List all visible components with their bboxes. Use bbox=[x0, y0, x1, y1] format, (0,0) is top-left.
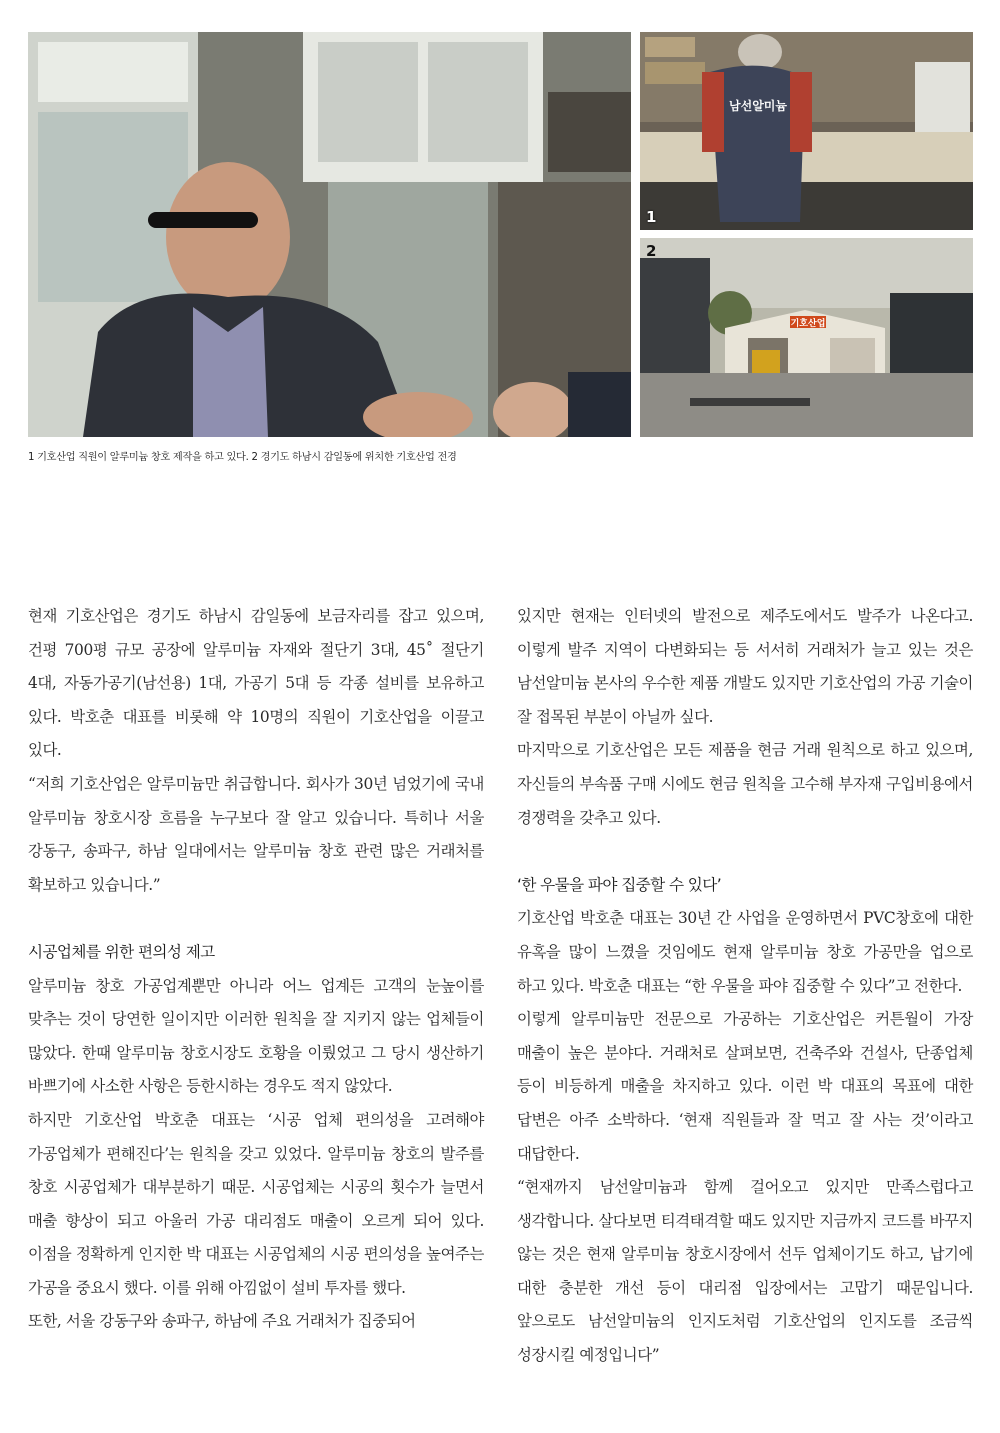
paragraph: 하지만 기호산업 박호춘 대표는 ‘시공 업체 편의성을 고려해야 가공업체가 편해진다’는 원칙을 갖고 있었다. 알루미늄 창호의 발주를 창호 시공업체가 대부분하기 때문. 시공업체는 시공의 횟수가 늘면서 매출 향상이 되고 아울러 가공 대리점도 매출이 오르게 되어 있다. 이점을 정확하게 인지한 박 대표는 시공업체의 시공 편의성을 높여주는 가공을 중요시 했다. 이를 위해 아낌없이 설비 투자를 했다. bbox=[28, 1110, 484, 1297]
paragraph: 기호산업 박호춘 대표는 30년 간 사업을 운영하면서 PVC창호에 대한 유혹을 많이 느꼈을 것임에도 현재 알루미늄 창호 가공만을 업으로 하고 있다. 박호춘 대표는 “한 우물을 파야 집중할 수 있다”고 전한다. bbox=[517, 909, 973, 995]
paragraph: 마지막으로 기호산업은 모든 제품을 현금 거래 원칙으로 하고 있으며, 자신들의 부속품 구매 시에도 현금 원칙을 고수해 부자재 구입비용에서 경쟁력을 갖추고 있다. bbox=[517, 741, 973, 827]
paragraph: 현재 기호산업은 경기도 하남시 감일동에 보금자리를 잡고 있으며, 건평 700평 규모 공장에 알루미늄 자재와 절단기 3대, 45˚ 절단기 4대, 자동가공기(남선용) 1대, 가공기 5대 등 각종 설비를 보유하고 있다. 박호춘 대표를 비롯해 약 10명의 직원이 기호산업을 이끌고 있다. bbox=[28, 607, 484, 760]
paragraph: 알루미늄 창호 가공업계뿐만 아니라 어느 업계든 고객의 눈높이를 맞추는 것이 당연한 일이지만 이러한 원칙을 잘 지키지 않는 업체들이 많았다. 한때 알루미늄 창호시장도 호황을 이뤘었고 그 당시 생산하기 바쁘기에 사소한 사항은 등한시하는 경우도 적지 않았다. bbox=[28, 976, 484, 1096]
article-column-left bbox=[28, 600, 484, 1339]
photo-caption: 1 기호산업 직원이 알루미늄 창호 제작을 하고 있다. 2 경기도 하남시 감일동에 위치한 기호산업 전경 bbox=[28, 452, 457, 463]
paragraph: 있지만 현재는 인터넷의 발전으로 제주도에서도 발주가 나온다고. 이렇게 발주 지역이 다변화되는 등 서서히 거래처가 늘고 있는 것은 남선알미늄 본사의 우수한 제품 개발도 있지만 기호산업의 가공 기술이 잘 접목된 부분이 아닐까 싶다. bbox=[517, 607, 973, 726]
photo-factory bbox=[640, 238, 973, 437]
photo-worker bbox=[640, 32, 973, 230]
spacer bbox=[517, 835, 973, 869]
paragraph: “현재까지 남선알미늄과 함께 걸어오고 있지만 만족스럽다고 생각합니다. 살다보면 티격태격할 때도 있지만 지금까지 코드를 바꾸지 않는 것은 현재 알루미늄 창호시장에서 선두 업체이기도 하고, 납기에 대한 충분한 개선 등이 대리점 입장에서는 고맙기 때문입니다. 앞으로도 남선알미늄의 인지도처럼 기호산업의 인지도를 조금씩 성장시킬 예정입니다” bbox=[517, 1178, 973, 1365]
photo-factory-illustration bbox=[640, 238, 973, 437]
photo-2-number: 2 bbox=[646, 242, 657, 260]
article-column-right bbox=[517, 600, 973, 1373]
section-heading: 시공업체를 위한 편의성 제고 bbox=[28, 942, 215, 961]
worker-vest-text: 남선알미늄 bbox=[729, 99, 787, 113]
photo-interview bbox=[28, 32, 631, 437]
photo-interview-illustration bbox=[28, 32, 631, 437]
section-heading: ‘한 우물을 파야 집중할 수 있다’ bbox=[517, 875, 722, 894]
paragraph: 또한, 서울 강동구와 송파구, 하남에 주요 거래처가 집중되어 bbox=[28, 1312, 416, 1331]
paragraph: “저희 기호산업은 알루미늄만 취급합니다. 회사가 30년 넘었기에 국내 알루미늄 창호시장 흐름을 누구보다 잘 알고 있습니다. 특히나 서울 강동구, 송파구, 하남 일대에서는 알루미늄 창호 관련 많은 거래처를 확보하고 있습니다.” bbox=[28, 774, 484, 894]
photo-worker-illustration bbox=[640, 32, 973, 230]
factory-sign-text: 기호산업 bbox=[790, 319, 826, 329]
paragraph: 이렇게 알루미늄만 전문으로 가공하는 기호산업은 커튼월이 가장 매출이 높은 분야다. 거래처로 살펴보면, 건축주와 건설사, 단종업체 등이 비등하게 매출을 차지하고 있다. 이런 박 대표의 목표에 대한 답변은 아주 소박하다. ‘현재 직원들과 잘 먹고 잘 사는 것’이라고 대답한다. bbox=[517, 1010, 973, 1163]
photo-1-number: 1 bbox=[646, 208, 657, 226]
spacer bbox=[28, 902, 484, 936]
